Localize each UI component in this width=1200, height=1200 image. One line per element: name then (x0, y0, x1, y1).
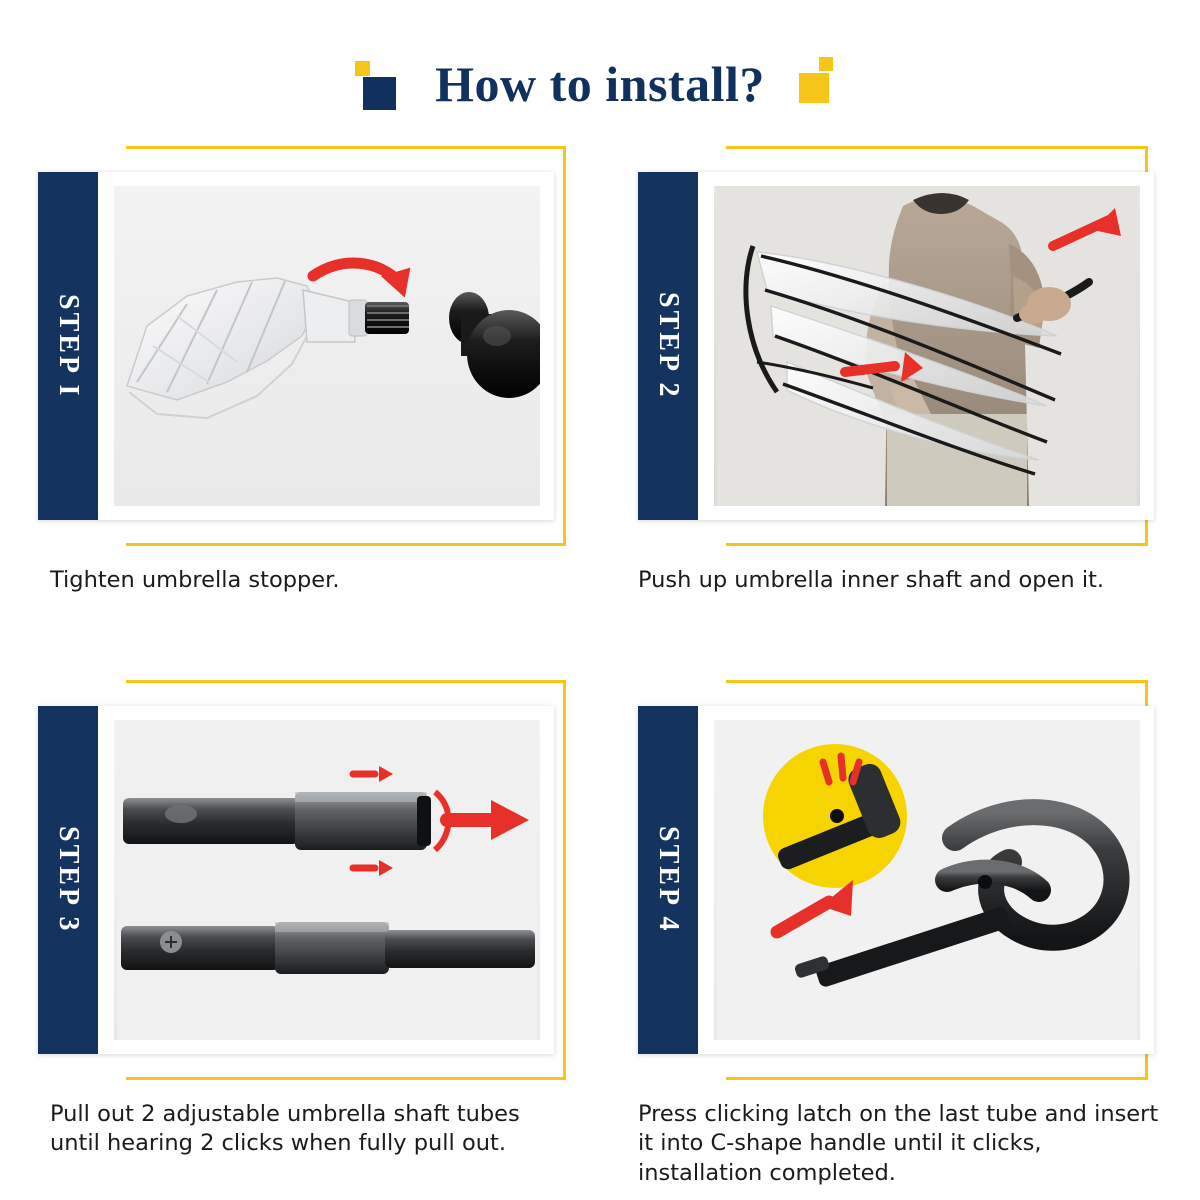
step-card-4 (600, 674, 1200, 1189)
step-3-tab-label: STEP 3 (53, 825, 84, 934)
step-4-caption: Press clicking latch on the last tube and insert it into C-shape handle until it clicks, installation completed. (638, 1100, 1159, 1187)
step-2-illustration (714, 186, 1140, 506)
steps-row-2 (0, 674, 1200, 1189)
step-3-panel (38, 706, 554, 1054)
step-2-tab-label: STEP 2 (653, 292, 684, 400)
step-2-caption: Push up umbrella inner shaft and open it. (638, 567, 1105, 593)
left-diamond-decoration (355, 55, 409, 113)
page-title: How to install? (435, 56, 765, 112)
step-2-tab (638, 172, 698, 520)
small-yellow-diamond-icon-2 (819, 57, 833, 71)
step-4-card-frame (638, 674, 1162, 1086)
step-1-illustration (114, 186, 540, 506)
step-3-caption: Pull out 2 adjustable umbrella shaft tubes until hearing 2 clicks when fully pull out. (50, 1100, 520, 1157)
step-1-image (114, 186, 540, 506)
step-4-tab (638, 706, 698, 1054)
step-1-tab (38, 172, 98, 520)
small-yellow-diamond-icon (355, 61, 370, 76)
step-2-card-frame (638, 140, 1162, 552)
step-4-image (714, 720, 1140, 1040)
step-1-caption: Tighten umbrella stopper. (50, 567, 340, 593)
step-4-panel (638, 706, 1154, 1054)
step-4-illustration (714, 720, 1140, 1040)
step-3-illustration (114, 720, 540, 1040)
step-3-tab (38, 706, 98, 1054)
navy-diamond-icon (363, 77, 396, 110)
right-diamond-decoration (791, 55, 845, 113)
steps-grid (0, 140, 1200, 1189)
red-curved-arrow-icon (313, 257, 422, 298)
step-3-card-frame (38, 674, 562, 1086)
yellow-diamond-icon (799, 73, 829, 103)
step-card-2 (600, 140, 1200, 596)
step-3-image (114, 720, 540, 1040)
steps-row-1 (0, 140, 1200, 596)
step-card-3 (0, 674, 600, 1189)
step-1-tab-label: STEP I (53, 293, 84, 399)
step-card-1 (0, 140, 600, 596)
step-2-panel (638, 172, 1154, 520)
step-1-card-frame (38, 140, 562, 552)
page-header (0, 44, 1200, 124)
step-4-tab-label: STEP 4 (653, 825, 684, 934)
step-2-image (714, 186, 1140, 506)
step-1-panel (38, 172, 554, 520)
